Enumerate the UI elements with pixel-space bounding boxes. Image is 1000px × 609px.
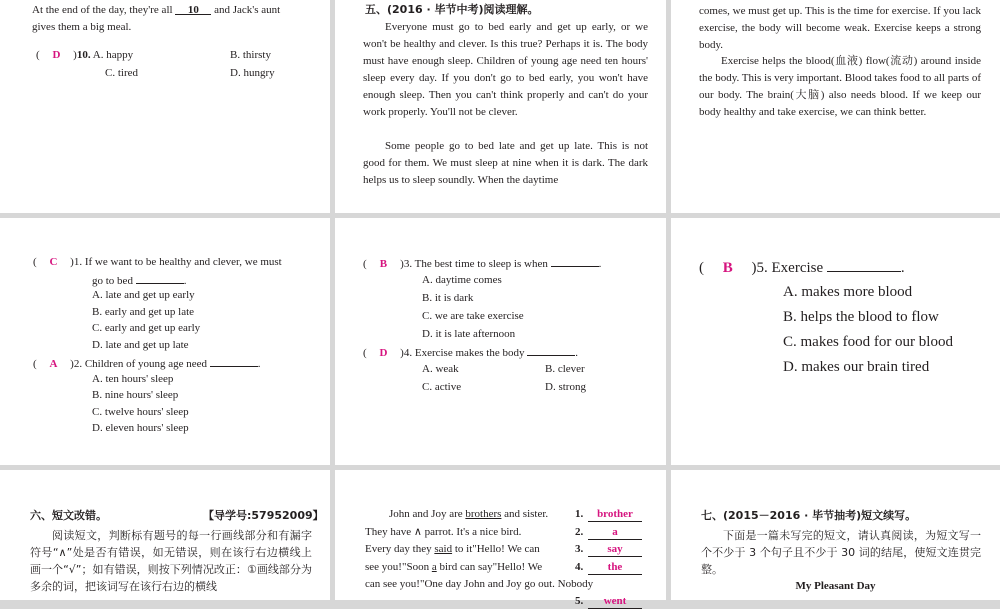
underlined-word: brothers xyxy=(465,508,502,520)
item-number: 1. xyxy=(575,508,584,520)
option: B. thirsty xyxy=(230,49,271,61)
option: D. eleven hours' sleep xyxy=(92,422,189,434)
section-heading: 七、(2015－2016 · 毕节抽考)短文续写。 xyxy=(701,509,917,522)
question-4: ( D )4. Exercise makes the body . xyxy=(363,344,578,360)
answer-blank xyxy=(136,272,184,284)
passage-line: At the end of the day, they're all 10 and Jack's aunt xyxy=(32,4,281,16)
question-10: ( D )10. A. happy xyxy=(36,49,134,61)
option: B. it is dark xyxy=(422,292,474,304)
question-5: ( B )5. Exercise . xyxy=(699,256,905,278)
option: D. strong xyxy=(545,381,586,393)
instructions: 下面是一篇未写完的短文，请认真阅读，为短文写一个不少于 3 个句子且不少于 30 词的结尾，使短文连贯完整。 xyxy=(701,529,981,576)
answer-letter: B xyxy=(379,258,388,270)
question-stem: go to bed . xyxy=(92,272,186,288)
correction-answer: say xyxy=(588,542,642,557)
option: B. nine hours' sleep xyxy=(92,389,179,401)
instructions: 阅读短文，判断标有题号的每一行画线部分和有漏字符号“∧”处是否有错误，如无错误，则在该行右边横线上画一个“√”；如有错误，则按下列情况改正：①画线部分为多余的词，把该词写在该行右边的横线 xyxy=(30,529,312,593)
passage-paragraph: Everyone must go to bed early and get up early, or we won't be healthy and clever. Is this true? Perhaps it is. The body must have enough sleep. Children of young age need ten hours' sleep every day. If you don't go to bed early, you won't have enough sleep. Then you can't think properly and can't do your work properly. You'll not be clever. xyxy=(363,21,648,118)
option: C. we are take exercise xyxy=(422,310,524,322)
passage-line-3: Every day they said to it"Hello! We can xyxy=(365,543,540,555)
option: C. twelve hours' sleep xyxy=(92,406,189,418)
passage-line-1: John and Joy are brothers and sister. xyxy=(389,508,549,520)
option: A. daytime comes xyxy=(422,274,502,286)
panel-continuation-writing xyxy=(671,470,1000,600)
option: C. active xyxy=(422,381,462,393)
option: C. makes food for our blood xyxy=(783,334,953,350)
panel-questions-1-2 xyxy=(0,218,330,465)
option: A. ten hours' sleep xyxy=(92,373,174,385)
item-number: 2. xyxy=(575,526,584,538)
panel-error-correction-text xyxy=(335,470,666,607)
correction-answer: went xyxy=(588,594,642,609)
panel-questions-3-4 xyxy=(335,218,666,465)
item-number: 4. xyxy=(575,561,584,573)
panel-reading-passage xyxy=(335,0,666,213)
answer-letter: C xyxy=(49,256,58,268)
option: D. late and get up late xyxy=(92,339,189,351)
panel-reading-end xyxy=(0,0,330,213)
answer-blank xyxy=(827,256,901,272)
panel-error-correction-intro xyxy=(0,470,330,600)
passage-line-2: They have ∧ parrot. It's a nice bird. xyxy=(365,526,522,538)
panel-reading-passage-cont xyxy=(671,0,1000,213)
option: C. tired xyxy=(105,67,138,79)
option: D. makes our brain tired xyxy=(783,359,930,375)
panel-question-5 xyxy=(671,218,1000,465)
section-heading: 五、(2016 · 毕节中考)阅读理解。 xyxy=(365,3,539,16)
passage-paragraph: Exercise helps the blood(血液) flow(流动) around inside the body. This is very important. Blood takes food to all parts of our body. The brain(大脑) also needs blood. If we keep our body healthy and take exercise, we can think better. xyxy=(699,55,981,118)
story-title: My Pleasant Day xyxy=(795,580,876,592)
option: A. weak xyxy=(422,363,459,375)
answer-blank xyxy=(527,344,575,356)
underlined-word: said xyxy=(434,543,453,555)
underlined-word: a xyxy=(431,561,437,573)
option: B. early and get up late xyxy=(92,306,195,318)
answer-blank xyxy=(210,355,258,367)
answer-letter: D xyxy=(379,347,388,359)
passage-line-5: can see you!"One day John and Joy go out. Nobody xyxy=(365,578,594,590)
option: D. hungry xyxy=(230,67,275,79)
question-1: ( C )1. If we want to be healthy and clever, we must xyxy=(33,256,282,268)
answer-letter: B xyxy=(722,260,733,276)
option: B. helps the blood to flow xyxy=(783,309,939,325)
guide-code: 【导学号:57952009】 xyxy=(203,509,324,522)
passage-paragraph: comes, we must get up. This is the time for exercise. If you lack exercise, the body will become weak. Exercise keeps a strong body. xyxy=(699,5,981,51)
passage-line-4: see you!"Soon a bird can say"Hello! We xyxy=(365,561,543,573)
section-heading: 六、短文改错。 xyxy=(30,509,107,522)
item-number: 5. xyxy=(575,595,584,607)
passage-line: gives them a big meal. xyxy=(32,21,132,33)
passage-paragraph: Some people go to bed late and get up late. This is not good for them. We must sleep at nine when it is dark. The dark helps us to sleep soundly. When the daytime xyxy=(363,140,648,186)
question-2: ( A )2. Children of young age need . xyxy=(33,355,261,371)
correction-answer: brother xyxy=(588,507,642,522)
correction-answer: the xyxy=(588,560,642,575)
option: A. late and get up early xyxy=(92,289,195,301)
blank-number: 10 xyxy=(187,4,199,16)
correction-answer: a xyxy=(588,525,642,540)
answer-letter: D xyxy=(52,49,61,61)
option: C. early and get up early xyxy=(92,322,201,334)
item-number: 3. xyxy=(575,543,584,555)
option: D. it is late afternoon xyxy=(422,328,516,340)
question-3: ( B )3. The best time to sleep is when . xyxy=(363,255,601,271)
option: A. makes more blood xyxy=(783,284,913,300)
option: B. clever xyxy=(545,363,585,375)
answer-letter: A xyxy=(49,358,58,370)
answer-blank xyxy=(551,255,599,267)
